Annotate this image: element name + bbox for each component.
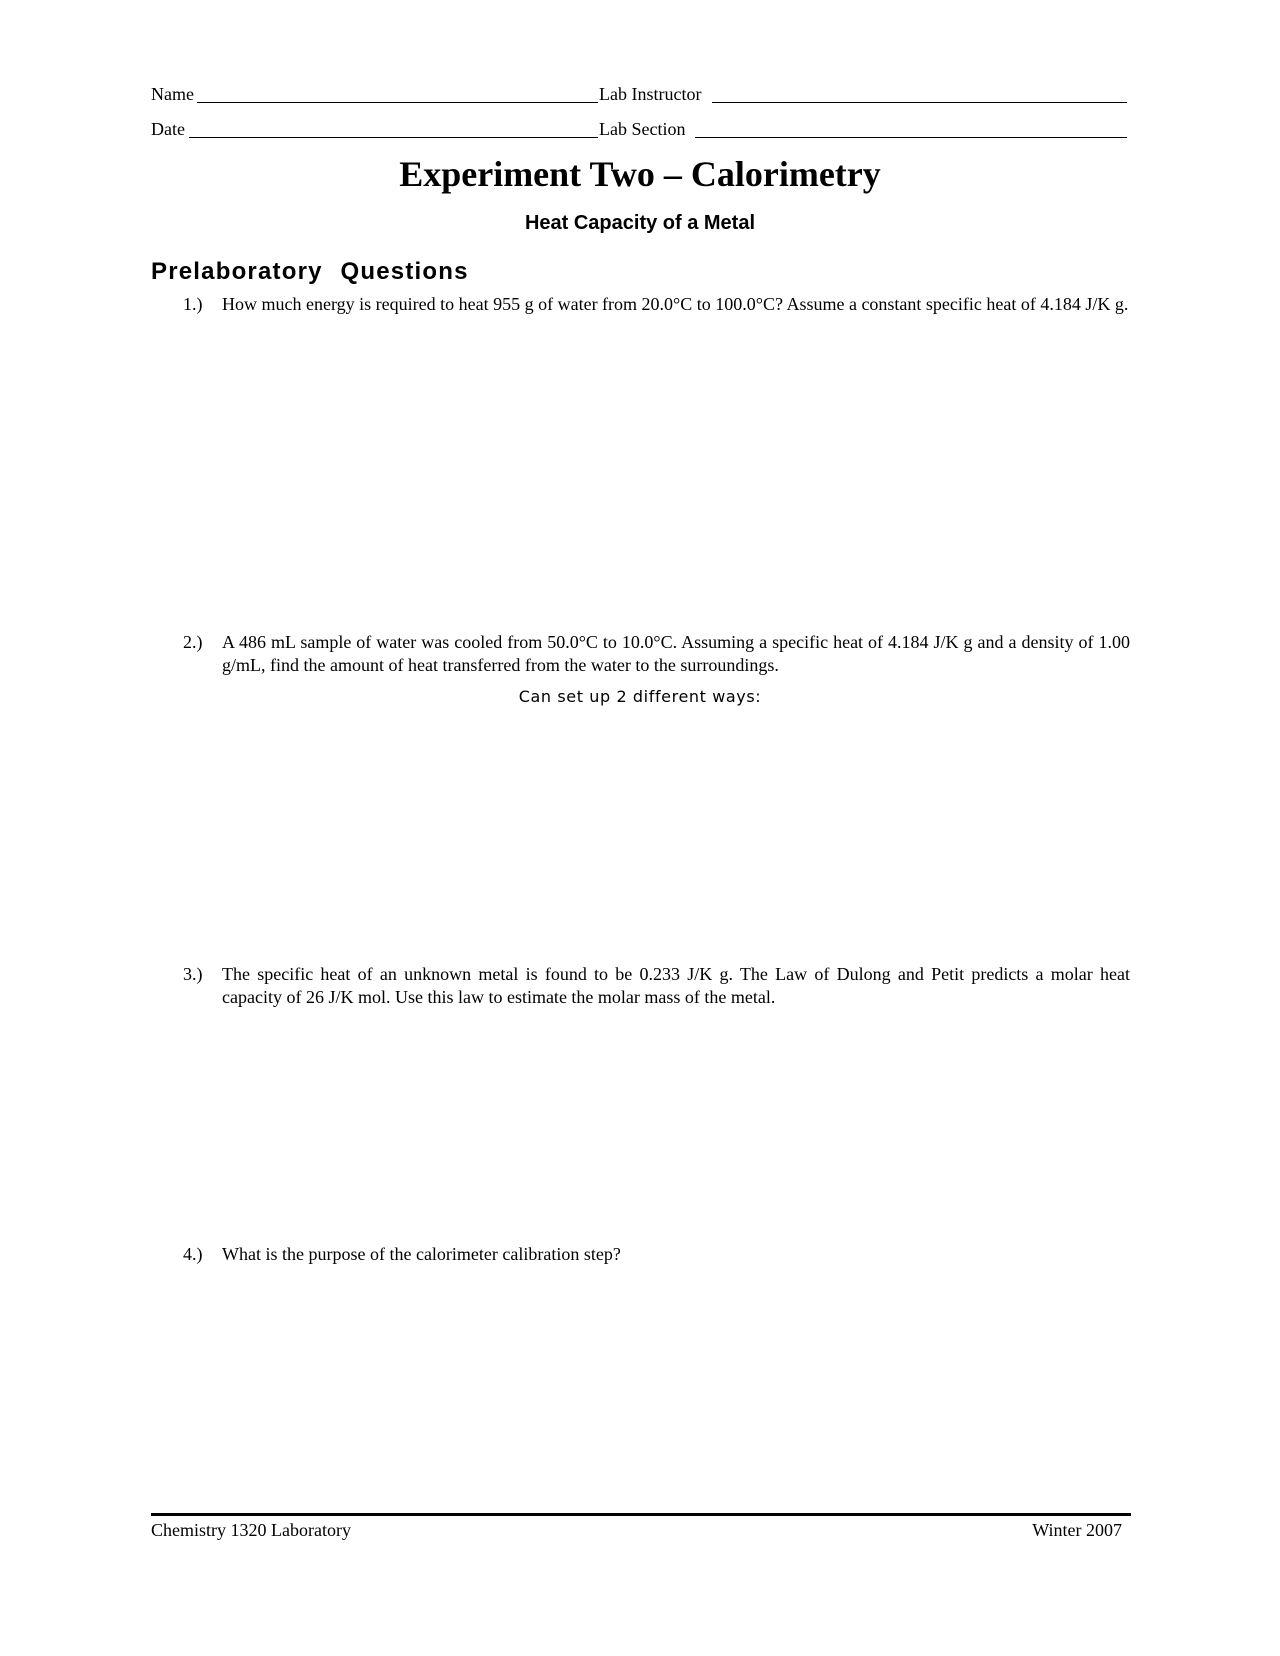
section-heading: Prelaboratory Questions — [151, 258, 469, 285]
handwritten-note: Can set up 2 different ways: — [518, 687, 762, 706]
question-number: 1.) — [183, 294, 203, 314]
lab-section-label: Lab Section — [599, 119, 686, 139]
question-text: How much energy is required to heat 955 g of water from 20.0°C to 100.0°C? Assume a constant specific heat of 4.184 J/K g. — [222, 294, 1129, 314]
lab-section-field[interactable] — [695, 136, 1127, 138]
question-number: 3.) — [183, 964, 203, 984]
page-title: Experiment Two – Calorimetry — [399, 154, 881, 194]
question-text: The specific heat of an unknown metal is found to be 0.233 J/K g. The Law of Dulong and Petit predicts a molar heat capacity of 26 J/K mol. Use this law to estimate the molar mass of the metal. — [222, 964, 1130, 1007]
question-text: A 486 mL sample of water was cooled from 50.0°C to 10.0°C. Assuming a specific heat of 4.184 J/K g and a density of 1.00 g/mL, find the amount of heat transferred from the water to the surroundings. — [222, 632, 1130, 675]
page-subtitle: Heat Capacity of a Metal — [524, 212, 756, 234]
footer-course: Chemistry 1320 Laboratory — [151, 1520, 351, 1540]
name-field[interactable] — [197, 101, 598, 103]
lab-instructor-field[interactable] — [712, 101, 1127, 103]
lab-instructor-label: Lab Instructor — [599, 84, 702, 104]
question-number: 4.) — [183, 1244, 203, 1264]
question-text: What is the purpose of the calorimeter calibration step? — [222, 1244, 621, 1264]
date-field[interactable] — [189, 136, 598, 138]
name-label: Name — [151, 84, 194, 104]
footer-rule — [151, 1513, 1131, 1516]
question-number: 2.) — [183, 632, 203, 652]
date-label: Date — [151, 119, 185, 139]
footer-term: Winter 2007 — [1032, 1520, 1122, 1540]
